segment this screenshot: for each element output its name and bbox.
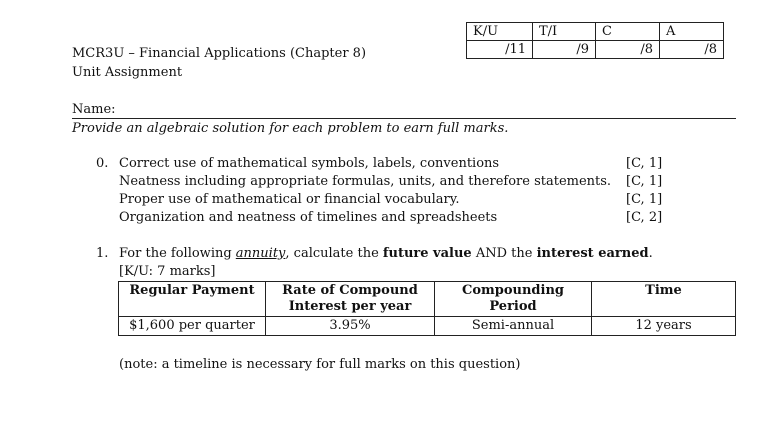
marks-header-a: A [660,23,724,41]
q0-criterion: Correct use of mathematical symbols, labels, conventions [119,156,500,171]
course-title: MCR3U – Financial Applications (Chapter 8) [72,46,367,61]
q1-future-value-term: future value [382,246,472,261]
marks-header-ku: K/U [467,23,533,41]
annuity-data-row [119,317,736,336]
q1-prompt-text: . [648,246,653,261]
marks-total-ti: /9 [533,41,596,59]
header-time: Time [592,282,736,317]
instructions: Provide an algebraic solution for each problem to earn full marks. [72,121,509,136]
q1-prompt-text: For the following [119,246,236,261]
marks-total-ku: /11 [467,41,533,59]
marks-header-ti: T/I [533,23,596,41]
header-regular-payment: Regular Payment [119,282,266,317]
cell-regular-payment: $1,600 per quarter [119,317,266,336]
marks-header-c: C [596,23,660,41]
marks-total-c: /8 [596,41,660,59]
cell-time: 12 years [592,317,736,336]
marks-total-row [467,41,724,59]
annuity-header-row [119,282,736,317]
q0-criterion-marks: [C, 1] [626,156,663,171]
header-rate: Rate of Compound Interest per year [266,282,435,317]
q1-note: (note: a timeline is necessary for full marks on this question) [119,357,521,372]
q1-prompt-text: AND the [471,246,537,261]
q1-interest-earned-term: interest earned [536,246,649,261]
annuity-table [118,281,736,336]
q1-prompt [119,245,653,263]
q0-number: 0. [96,156,109,171]
q1-prompt-text: , calculate the [285,246,383,261]
header-compounding-period: Compounding Period [435,282,592,317]
q0-criterion: Proper use of mathematical or financial vocabulary. [119,192,460,207]
q1-number: 1. [96,246,109,261]
unit-subtitle: Unit Assignment [72,65,183,80]
q1-annuity-term: annuity [235,246,286,261]
q0-criterion-marks: [C, 1] [626,192,663,207]
q0-criterion: Organization and neatness of timelines and spreadsheets [119,210,498,225]
marks-header-row [467,23,724,41]
q0-criterion-marks: [C, 1] [626,174,663,189]
name-underline [72,118,736,119]
q0-criterion: Neatness including appropriate formulas, units, and therefore statements. [119,174,612,189]
marks-table [466,22,724,59]
marks-total-a: /8 [660,41,724,59]
cell-compounding-period: Semi-annual [435,317,592,336]
name-label: Name: [72,102,116,117]
q1-marks: [K/U: 7 marks] [119,264,216,279]
cell-rate: 3.95% [266,317,435,336]
q0-criterion-marks: [C, 2] [626,210,663,225]
